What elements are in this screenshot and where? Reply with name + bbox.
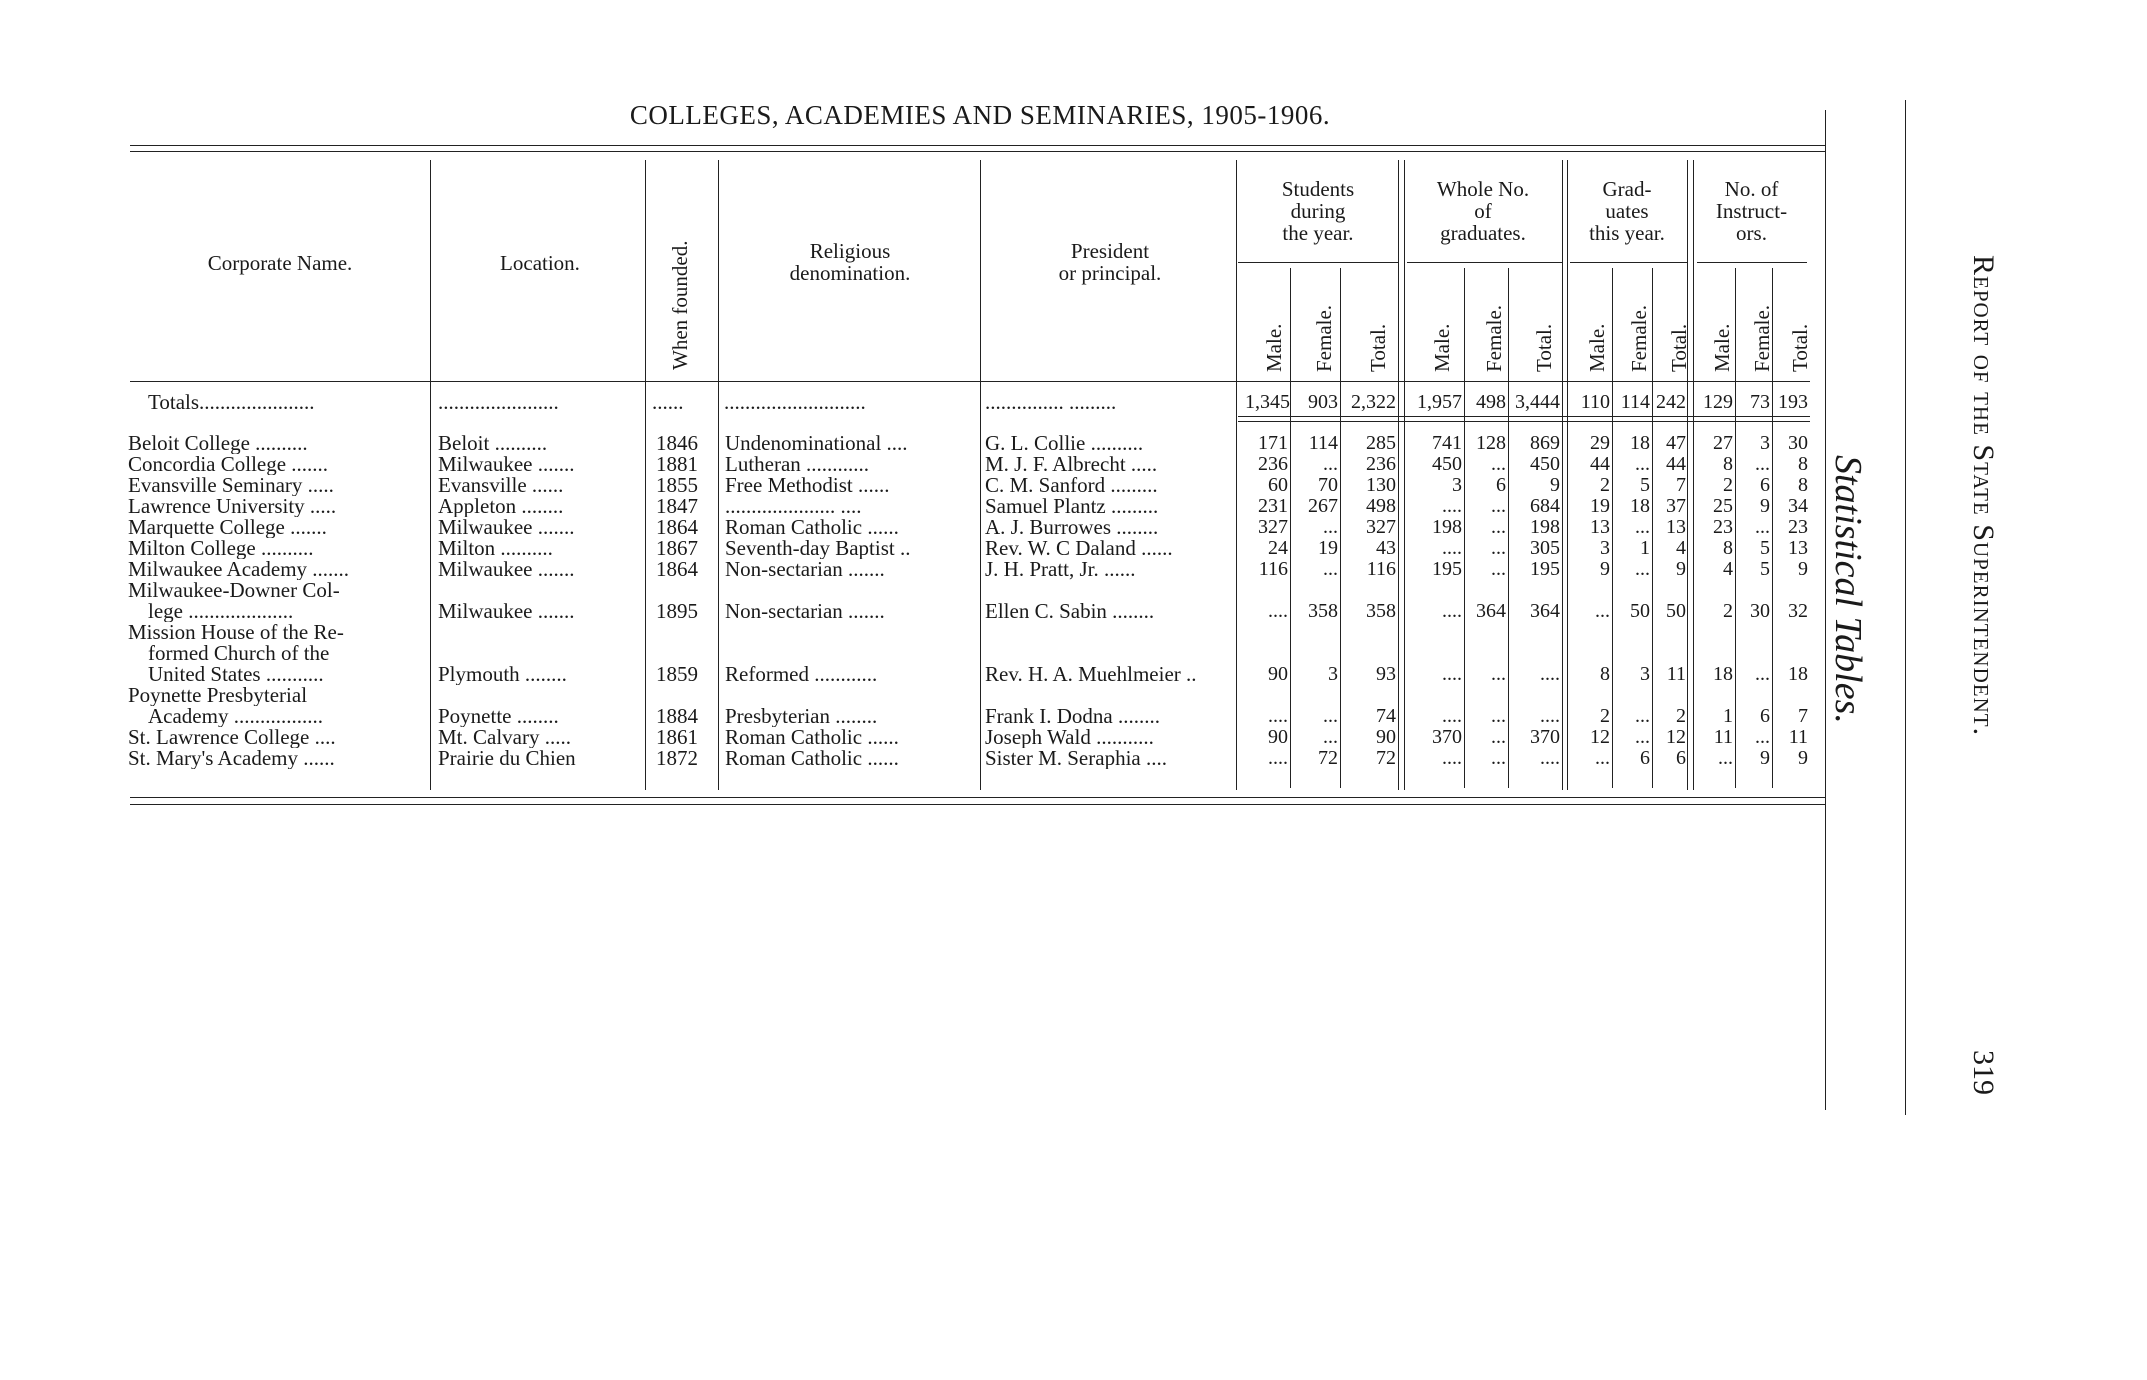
header-whole-1: Whole No. [1436, 177, 1530, 201]
row-value: 18 [1630, 432, 1650, 454]
row-value: .... [1268, 705, 1288, 727]
row-name: Beloit College .......... [128, 433, 308, 454]
row-value: ... [1755, 453, 1770, 475]
row-value: 450 [1530, 453, 1560, 475]
totals-dots: ....................... [438, 390, 559, 414]
row-location: Plymouth ........ [438, 664, 567, 685]
header-male: Male. [1585, 323, 1609, 372]
row-value: 30 [1750, 600, 1770, 622]
row-value: 370 [1530, 726, 1560, 748]
row-location: Milwaukee ....... [438, 454, 575, 475]
header-male: Male. [1430, 323, 1454, 372]
header-instr-3: ors. [1736, 221, 1767, 245]
row-location: Milton .......... [438, 538, 553, 559]
row-value: 7 [1676, 474, 1686, 496]
page-title: COLLEGES, ACADEMIES AND SEMINARIES, 1905-1906. [629, 100, 1331, 130]
row-value: 1 [1640, 537, 1650, 559]
page-number: 319 [1967, 1050, 2000, 1095]
row-value: 171 [1258, 432, 1288, 454]
row-denomination: Roman Catholic ...... [725, 727, 899, 748]
row-value: 93 [1376, 663, 1396, 685]
row-value: 3 [1600, 537, 1610, 559]
header-whole-3: graduates. [1440, 221, 1526, 245]
row-president: Sister M. Seraphia .... [985, 748, 1167, 769]
col-line [1693, 160, 1694, 790]
row-value: 3 [1452, 474, 1462, 496]
row-value: ... [1635, 726, 1650, 748]
header-female: Female. [1482, 304, 1506, 372]
row-value: 24 [1268, 537, 1288, 559]
row-value: 6 [1676, 747, 1686, 769]
row-name: Marquette College ....... [128, 517, 327, 538]
row-value: 267 [1308, 495, 1338, 517]
row-value: 6 [1760, 705, 1770, 727]
bottom-rule-2 [130, 804, 1825, 805]
row-value: 327 [1258, 516, 1288, 538]
row-founded: 1855 [656, 473, 698, 497]
row-president: Rev. H. A. Muehlmeier .. [985, 664, 1197, 685]
totals-value: 2,322 [1351, 391, 1396, 413]
row-value: 50 [1666, 600, 1686, 622]
row-value: 72 [1376, 747, 1396, 769]
row-value: 869 [1530, 432, 1560, 454]
totals-value: 73 [1750, 391, 1770, 413]
row-value: .... [1442, 495, 1462, 517]
header-students-2: during [1290, 199, 1346, 223]
row-value: 684 [1530, 495, 1560, 517]
row-value: 8 [1798, 474, 1808, 496]
row-value: ... [1635, 453, 1650, 475]
subcol-line [1652, 268, 1653, 788]
row-value: 18 [1713, 663, 1733, 685]
row-denomination: Lutheran ............ [725, 454, 870, 475]
row-value: 8 [1600, 663, 1610, 685]
row-denomination: ..................... .... [725, 496, 862, 517]
row-name: St. Lawrence College .... [128, 727, 336, 748]
row-president: G. L. Collie .......... [985, 433, 1144, 454]
row-value: 450 [1432, 453, 1462, 475]
row-value: .... [1442, 663, 1462, 685]
row-value: 358 [1308, 600, 1338, 622]
row-value: 285 [1366, 432, 1396, 454]
subcol-line [1508, 268, 1509, 788]
row-value: 9 [1760, 747, 1770, 769]
instr-subrule [1697, 262, 1807, 263]
subcol-line [1340, 268, 1341, 788]
col-line [645, 160, 646, 790]
header-total: Total. [1788, 323, 1812, 372]
grad-subrule [1570, 262, 1687, 263]
row-value: 30 [1788, 432, 1808, 454]
header-corporate-name: Corporate Name. [207, 251, 353, 275]
row-denomination: Undenominational .... [725, 433, 908, 454]
row-founded: 1895 [656, 599, 698, 623]
row-value: 8 [1723, 537, 1733, 559]
row-president: Rev. W. C Daland ...... [985, 538, 1173, 559]
row-founded: 1864 [656, 515, 698, 539]
row-value: 3 [1760, 432, 1770, 454]
header-total: Total. [1366, 323, 1390, 372]
row-denomination: Presbyterian ........ [725, 706, 878, 727]
top-rule [130, 145, 1825, 146]
row-founded: 1872 [656, 746, 698, 770]
row-name: Milwaukee-Downer Col- [128, 580, 340, 601]
row-location: Poynette ........ [438, 706, 559, 727]
row-value: 370 [1432, 726, 1462, 748]
row-value: 34 [1788, 495, 1808, 517]
row-founded: 1884 [656, 704, 698, 728]
totals-value: 1,345 [1245, 391, 1290, 413]
row-value: 60 [1268, 474, 1288, 496]
row-name: lege .................... [148, 601, 294, 622]
row-value: 6 [1496, 474, 1506, 496]
row-denomination: Reformed ............ [725, 664, 878, 685]
header-grad-2: uates [1605, 199, 1649, 223]
row-value: 43 [1376, 537, 1396, 559]
row-value: 50 [1630, 600, 1650, 622]
row-founded: 1867 [656, 536, 698, 560]
row-location: Milwaukee ....... [438, 601, 575, 622]
row-value: .... [1268, 600, 1288, 622]
row-value: 198 [1530, 516, 1560, 538]
header-students-1: Students [1281, 177, 1355, 201]
row-value: 2 [1723, 600, 1733, 622]
row-denomination: Non-sectarian ....... [725, 559, 885, 580]
row-location: Milwaukee ....... [438, 517, 575, 538]
row-name: Milwaukee Academy ....... [128, 559, 350, 580]
row-value: 74 [1376, 705, 1396, 727]
row-value: 128 [1476, 432, 1506, 454]
row-value: 114 [1308, 432, 1338, 454]
row-value: 198 [1432, 516, 1462, 538]
col-line [430, 160, 431, 790]
row-value: 23 [1713, 516, 1733, 538]
col-line [1398, 160, 1399, 790]
row-value: 18 [1630, 495, 1650, 517]
row-denomination: Roman Catholic ...... [725, 517, 899, 538]
row-location: Beloit .......... [438, 433, 548, 454]
row-value: 364 [1476, 600, 1506, 622]
col-line [1687, 160, 1688, 790]
row-value: ... [1323, 453, 1338, 475]
col-line [1562, 160, 1563, 790]
row-value: ... [1755, 516, 1770, 538]
row-value: ... [1755, 663, 1770, 685]
row-value: 9 [1676, 558, 1686, 580]
row-name: Lawrence University ..... [128, 496, 337, 517]
header-female: Female. [1312, 304, 1336, 372]
row-value: 116 [1366, 558, 1396, 580]
row-location: Appleton ........ [438, 496, 564, 517]
row-value: 236 [1258, 453, 1288, 475]
row-value: 116 [1258, 558, 1288, 580]
totals-value: 129 [1703, 391, 1733, 413]
row-value: 12 [1666, 726, 1686, 748]
row-value: ... [1491, 558, 1506, 580]
header-instr-1: No. of [1724, 177, 1779, 201]
col-line [980, 160, 981, 790]
row-value: ... [1323, 705, 1338, 727]
row-value: 70 [1318, 474, 1338, 496]
row-value: 47 [1666, 432, 1686, 454]
row-value: 6 [1760, 474, 1770, 496]
header-instr-2: Instruct- [1715, 199, 1788, 223]
row-value: 195 [1432, 558, 1462, 580]
row-value: 2 [1600, 474, 1610, 496]
row-president: Samuel Plantz ......... [985, 496, 1159, 517]
row-denomination: Free Methodist ...... [725, 475, 890, 496]
row-president: J. H. Pratt, Jr. ...... [985, 559, 1136, 580]
totals-value: 242 [1656, 391, 1686, 413]
row-value: 8 [1798, 453, 1808, 475]
row-value: ... [1718, 747, 1733, 769]
row-value: 32 [1788, 600, 1808, 622]
row-value: 29 [1590, 432, 1610, 454]
col-line [1404, 160, 1405, 790]
row-value: .... [1540, 747, 1560, 769]
row-value: 236 [1366, 453, 1396, 475]
totals-rule [1238, 416, 1810, 417]
header-president-2: or principal. [1058, 261, 1162, 285]
row-value: 2 [1600, 705, 1610, 727]
row-president: M. J. F. Albrecht ..... [985, 454, 1158, 475]
row-value: .... [1442, 705, 1462, 727]
row-value: 27 [1713, 432, 1733, 454]
row-value: 9 [1798, 747, 1808, 769]
row-president: Joseph Wald ........... [985, 727, 1154, 748]
totals-rule-2 [1238, 421, 1810, 422]
row-name: United States ........... [148, 664, 324, 685]
row-president: C. M. Sanford ......... [985, 475, 1158, 496]
row-value: ... [1635, 705, 1650, 727]
row-founded: 1864 [656, 557, 698, 581]
row-value: 327 [1366, 516, 1396, 538]
row-value: ... [1491, 705, 1506, 727]
totals-value: 903 [1308, 391, 1338, 413]
header-whole-2: of [1474, 199, 1492, 223]
row-value: 5 [1640, 474, 1650, 496]
row-value: 5 [1760, 537, 1770, 559]
subcol-line [1464, 268, 1465, 788]
top-rule-2 [130, 151, 1825, 152]
margin-line [1905, 100, 1906, 1115]
row-value: ... [1491, 663, 1506, 685]
row-value: 4 [1676, 537, 1686, 559]
header-rule [130, 381, 1810, 382]
row-value: 13 [1666, 516, 1686, 538]
row-value: ... [1323, 726, 1338, 748]
students-subrule [1238, 262, 1398, 263]
col-line [1567, 160, 1568, 790]
row-value: .... [1442, 747, 1462, 769]
row-name: Poynette Presbyterial [128, 685, 308, 706]
totals-dots: ............... ......... [985, 390, 1117, 414]
row-value: 130 [1366, 474, 1396, 496]
header-grad-1: Grad- [1602, 177, 1652, 201]
subcol-line [1290, 268, 1291, 788]
row-value: 11 [1713, 726, 1733, 748]
row-value: 44 [1666, 453, 1686, 475]
row-name: Milton College .......... [128, 538, 314, 559]
header-religious-1: Religious [809, 239, 891, 263]
row-value: 90 [1376, 726, 1396, 748]
row-value: ... [1635, 558, 1650, 580]
row-location: Evansville ...... [438, 475, 564, 496]
totals-value: 114 [1620, 391, 1650, 413]
row-value: 90 [1268, 726, 1288, 748]
header-students-3: the year. [1282, 221, 1354, 245]
row-name: Academy ................. [148, 706, 323, 727]
row-value: 5 [1760, 558, 1770, 580]
row-value: 7 [1798, 705, 1808, 727]
row-value: 19 [1590, 495, 1610, 517]
row-value: ... [1491, 453, 1506, 475]
row-founded: 1861 [656, 725, 698, 749]
row-value: ... [1491, 516, 1506, 538]
row-value: 25 [1713, 495, 1733, 517]
header-total: Total. [1667, 323, 1691, 372]
totals-value: 498 [1476, 391, 1506, 413]
row-location: Milwaukee ....... [438, 559, 575, 580]
col-line [718, 160, 719, 790]
running-head: Report of the State Superintendent. [1967, 255, 2000, 737]
row-value: 3 [1328, 663, 1338, 685]
row-value: ... [1491, 726, 1506, 748]
row-denomination: Roman Catholic ...... [725, 748, 899, 769]
row-value: 9 [1798, 558, 1808, 580]
row-president: Frank I. Dodna ........ [985, 706, 1160, 727]
header-president-1: President [1070, 239, 1150, 263]
row-value: 9 [1550, 474, 1560, 496]
header-when-founded: When founded. [668, 240, 692, 370]
header-male: Male. [1710, 323, 1734, 372]
row-value: 1 [1723, 705, 1733, 727]
row-location: Mt. Calvary ..... [438, 727, 571, 748]
row-value: 11 [1666, 663, 1686, 685]
row-location: Prairie du Chien [438, 748, 576, 769]
row-value: 4 [1723, 558, 1733, 580]
row-value: ... [1491, 495, 1506, 517]
row-value: .... [1442, 600, 1462, 622]
row-value: 11 [1788, 726, 1808, 748]
row-value: ... [1491, 537, 1506, 559]
header-male: Male. [1262, 323, 1286, 372]
row-founded: 1859 [656, 662, 698, 686]
row-value: 2 [1723, 474, 1733, 496]
whole-subrule [1407, 262, 1562, 263]
header-religious-2: denomination. [789, 261, 911, 285]
totals-value: 110 [1580, 391, 1610, 413]
row-name: formed Church of the [148, 643, 330, 664]
row-founded: 1881 [656, 452, 698, 476]
totals-dots: ...... [652, 390, 684, 414]
row-value: 3 [1640, 663, 1650, 685]
row-value: 13 [1590, 516, 1610, 538]
row-value: ... [1323, 516, 1338, 538]
totals-value: 193 [1778, 391, 1808, 413]
header-grad-3: this year. [1589, 221, 1665, 245]
row-value: .... [1268, 747, 1288, 769]
row-value: 741 [1432, 432, 1462, 454]
row-value: 6 [1640, 747, 1650, 769]
bottom-rule [130, 797, 1825, 798]
row-name: Concordia College ....... [128, 454, 329, 475]
row-value: 498 [1366, 495, 1396, 517]
row-value: 44 [1590, 453, 1610, 475]
section-title: Statistical Tables. [1827, 455, 1869, 724]
row-name: St. Mary's Academy ...... [128, 748, 335, 769]
row-value: 195 [1530, 558, 1560, 580]
subcol-line [1612, 268, 1613, 788]
row-value: 231 [1258, 495, 1288, 517]
row-value: 13 [1788, 537, 1808, 559]
totals-dots: ........................... [724, 390, 866, 414]
row-founded: 1847 [656, 494, 698, 518]
row-value: 12 [1590, 726, 1610, 748]
row-president: A. J. Burrowes ........ [985, 517, 1159, 538]
row-name: Evansville Seminary ..... [128, 475, 334, 496]
row-value: .... [1540, 705, 1560, 727]
row-denomination: Seventh-day Baptist .. [725, 538, 911, 559]
header-female: Female. [1627, 304, 1651, 372]
row-president: Ellen C. Sabin ........ [985, 601, 1155, 622]
row-value: 23 [1788, 516, 1808, 538]
row-value: ... [1595, 747, 1610, 769]
row-value: ... [1491, 747, 1506, 769]
row-value: 37 [1666, 495, 1686, 517]
row-value: 72 [1318, 747, 1338, 769]
row-value: 8 [1723, 453, 1733, 475]
row-value: .... [1540, 663, 1560, 685]
subcol-line [1735, 268, 1736, 788]
row-value: 90 [1268, 663, 1288, 685]
row-denomination: Non-sectarian ....... [725, 601, 885, 622]
row-value: 9 [1600, 558, 1610, 580]
row-founded: 1846 [656, 431, 698, 455]
col-line [1236, 160, 1237, 790]
row-name: Mission House of the Re- [128, 622, 344, 643]
row-value: 18 [1788, 663, 1808, 685]
row-value: ... [1595, 600, 1610, 622]
row-value: 19 [1318, 537, 1338, 559]
row-value: 358 [1366, 600, 1396, 622]
row-value: ... [1323, 558, 1338, 580]
totals-value: 1,957 [1417, 391, 1462, 413]
row-value: 9 [1760, 495, 1770, 517]
totals-value: 3,444 [1515, 391, 1560, 413]
row-value: 2 [1676, 705, 1686, 727]
row-value: .... [1442, 537, 1462, 559]
totals-label: Totals...................... [148, 390, 315, 414]
row-value: ... [1635, 516, 1650, 538]
header-total: Total. [1532, 323, 1556, 372]
header-location: Location. [500, 251, 580, 275]
row-value: 364 [1530, 600, 1560, 622]
row-value: ... [1755, 726, 1770, 748]
header-female: Female. [1750, 304, 1774, 372]
row-value: 305 [1530, 537, 1560, 559]
